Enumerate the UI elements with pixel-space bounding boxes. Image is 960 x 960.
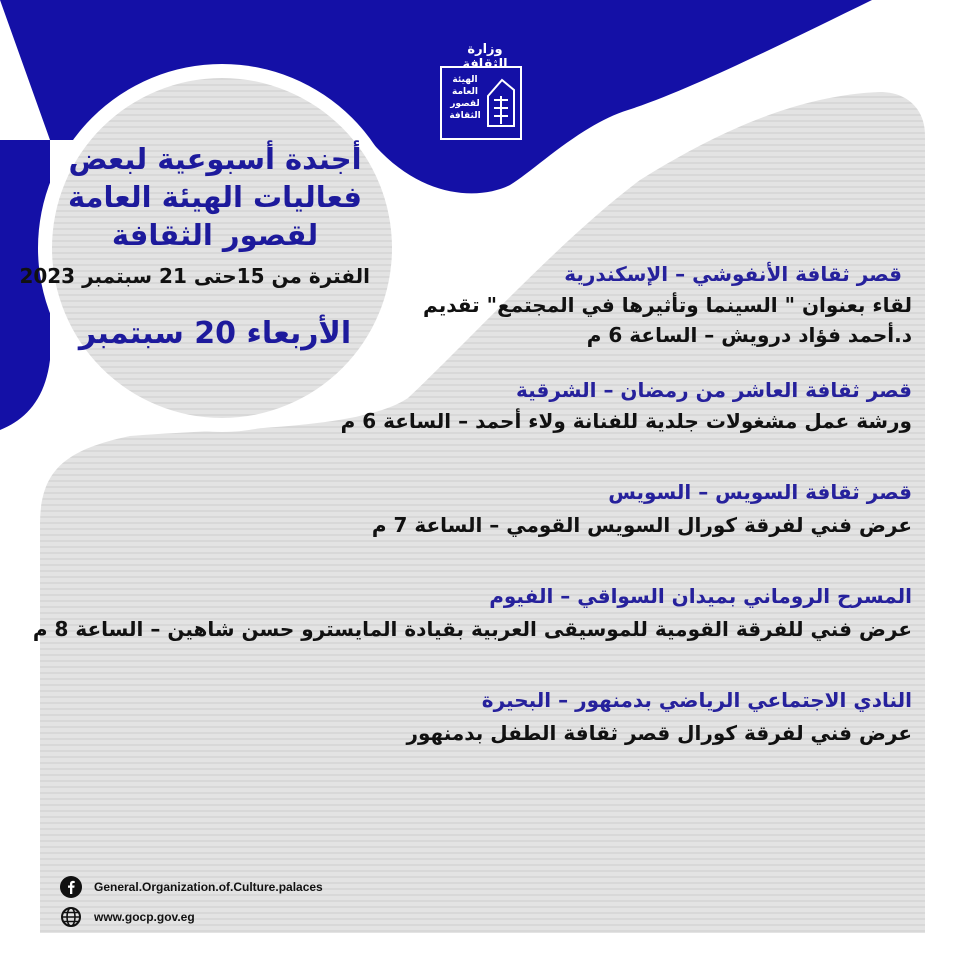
- globe-icon: [60, 906, 82, 928]
- event-description: عرض فني لفرقة كورال قصر ثقافة الطفل بدمنهور: [406, 721, 912, 745]
- event-description: ورشة عمل مشغولات جلدية للفنانة ولاء أحمد – الساعة 6 م: [340, 409, 912, 433]
- event-venue: النادي الاجتماعي الرياضي بدمنهور – البحيرة: [481, 688, 912, 712]
- logo-text: الهيئة العامة لقصور الثقافة: [449, 75, 481, 121]
- website-link[interactable]: [60, 906, 195, 928]
- event-venue: قصر ثقافة الأنفوشي – الإسكندرية: [564, 262, 902, 286]
- event-venue: المسرح الروماني بميدان السواقي – الفيوم: [489, 584, 912, 608]
- event-item: [312, 378, 912, 436]
- event-day: الأربعاء 20 سبتمبر: [78, 316, 352, 351]
- date-range: الفترة من 15حتى 21 سبتمبر 2023: [19, 264, 370, 288]
- event-item: [312, 262, 912, 350]
- event-description: د.أحمد فؤاد درويش – الساعة 6 م: [586, 323, 912, 347]
- facebook-page-name: General.Organization.of.Culture.palaces: [94, 880, 323, 894]
- event-description: عرض فني لفرقة كورال السويس القومي – الساعة 7 م: [371, 513, 912, 537]
- circle-title: أجندة أسبوعية لبعض فعاليات الهيئة العامة لقصور الثقافة: [67, 142, 363, 252]
- event-item: [312, 480, 912, 540]
- organization-logo: [440, 66, 522, 140]
- event-description: لقاء بعنوان " السينما وتأثيرها في المجتمع" تقديم: [423, 293, 912, 317]
- facebook-link[interactable]: [60, 876, 323, 898]
- event-venue: قصر ثقافة السويس – السويس: [608, 480, 912, 504]
- facebook-icon: [60, 876, 82, 898]
- building-icon: [486, 76, 516, 130]
- ministry-name: وزارة الثقافة: [462, 42, 508, 72]
- event-item: [32, 584, 912, 644]
- event-item: [312, 688, 912, 748]
- event-venue: قصر ثقافة العاشر من رمضان – الشرقية: [515, 378, 912, 402]
- website-url: www.gocp.gov.eg: [94, 910, 195, 924]
- event-description: عرض فني للفرقة القومية للموسيقى العربية بقيادة المايسترو حسن شاهين – الساعة 8 م: [32, 617, 912, 641]
